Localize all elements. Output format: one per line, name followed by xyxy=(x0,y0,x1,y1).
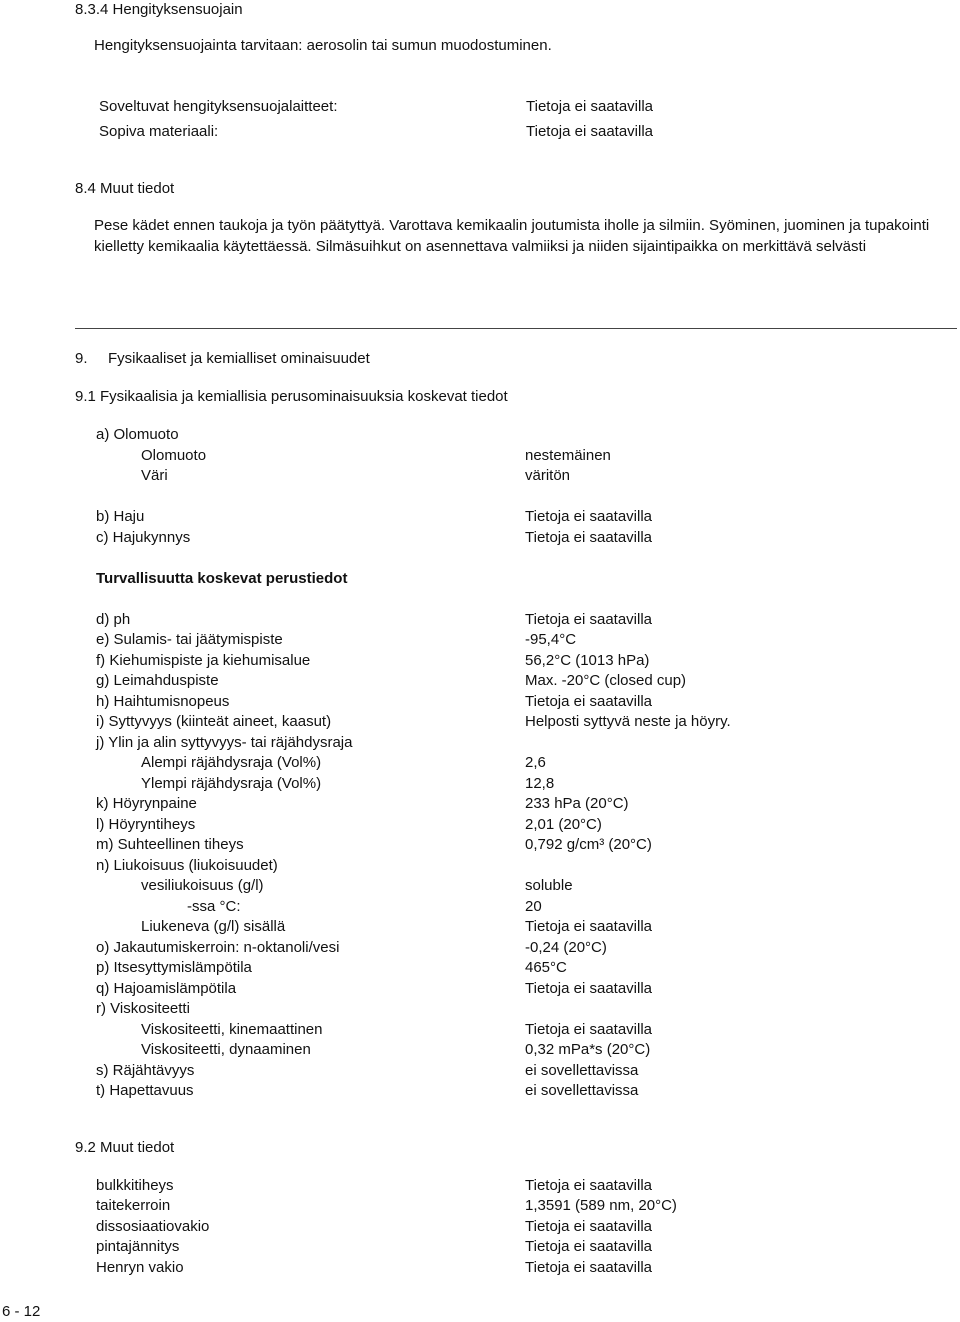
other-prop-label: pintajännitys xyxy=(96,1238,180,1255)
prop-label: m) Suhteellinen tiheys xyxy=(96,836,244,853)
prop-value: nestemäinen xyxy=(525,447,611,464)
prop-label: n) Liukoisuus (liukoisuudet) xyxy=(96,857,278,874)
prop-label: Liukeneva (g/l) sisällä xyxy=(141,918,286,935)
prop-label: Väri xyxy=(141,467,168,484)
prop-value: 0,792 g/cm³ (20°C) xyxy=(525,836,652,853)
prop-label: e) Sulamis- tai jäätymispiste xyxy=(96,631,283,648)
prop-label: l) Höyryntiheys xyxy=(96,816,196,833)
prop-value: 0,32 mPa*s (20°C) xyxy=(525,1041,651,1058)
other-prop-label: Henryn vakio xyxy=(96,1259,184,1276)
prop-label: i) Syttyvyys (kiinteät aineet, kaasut) xyxy=(96,713,332,730)
prop-value: 2,6 xyxy=(525,754,546,771)
prop-label: Viskositeetti, dynaaminen xyxy=(141,1041,311,1058)
prop-value: Tietoja ei saatavilla xyxy=(525,980,653,997)
page-number: 6 - 12 xyxy=(2,1303,41,1320)
prop-value: soluble xyxy=(525,877,573,894)
prop-value: Helposti syttyvä neste ja höyry. xyxy=(525,713,731,730)
respirator-requirement-text: Hengityksensuojainta tarvitaan: aerosolin tai sumun muodostuminen. xyxy=(94,37,552,54)
prop-label: f) Kiehumispiste ja kiehumisalue xyxy=(96,652,311,669)
other-prop-value: Tietoja ei saatavilla xyxy=(525,1177,653,1194)
section-8-4-text: Pese kädet ennen taukoja ja työn päätyttyä. Varottava kemikaalin joutumista iholle ja silmiin. Syöminen, juominen ja tupakointi kielletty kemikaalia käytettäessä. Silmäsuihkut on asennettava valmiiksi ja niiden sijaintipaikka on merkittävä selvästi xyxy=(94,217,930,255)
prop-value: ei sovellettavissa xyxy=(525,1082,639,1099)
prop-label: t) Hapettavuus xyxy=(96,1082,194,1099)
other-prop-value: 1,3591 (589 nm, 20°C) xyxy=(525,1197,677,1214)
prop-label: r) Viskositeetti xyxy=(96,1000,190,1017)
prop-value: ei sovellettavissa xyxy=(525,1062,639,1079)
prop-value: väritön xyxy=(525,467,571,484)
prop-value: 20 xyxy=(525,898,542,915)
respirator-material-label: Sopiva materiaali: xyxy=(99,123,219,140)
prop-label: k) Höyrynpaine xyxy=(96,795,197,812)
prop-value: Tietoja ei saatavilla xyxy=(525,508,653,525)
prop-value: 56,2°C (1013 hPa) xyxy=(525,652,650,669)
other-prop-value: Tietoja ei saatavilla xyxy=(525,1238,653,1255)
prop-label: p) Itsesyttymislämpötila xyxy=(96,959,252,976)
prop-value: -95,4°C xyxy=(525,631,577,648)
prop-value: Tietoja ei saatavilla xyxy=(525,529,653,546)
prop-label: o) Jakautumiskerroin: n-oktanoli/vesi xyxy=(96,939,340,956)
section-divider xyxy=(75,328,957,329)
respirator-devices-value: Tietoja ei saatavilla xyxy=(526,98,654,115)
prop-label: Alempi räjähdysraja (Vol%) xyxy=(141,754,322,771)
prop-label: b) Haju xyxy=(96,508,145,525)
prop-label: Ylempi räjähdysraja (Vol%) xyxy=(141,775,322,792)
prop-label: q) Hajoamislämpötila xyxy=(96,980,237,997)
prop-label: a) Olomuoto xyxy=(96,426,179,443)
other-prop-value: Tietoja ei saatavilla xyxy=(525,1259,653,1276)
prop-label: j) Ylin ja alin syttyvyys- tai räjähdysraja xyxy=(96,734,353,751)
section-9-number: 9. xyxy=(75,350,88,367)
prop-value: 12,8 xyxy=(525,775,555,792)
prop-value: Tietoja ei saatavilla xyxy=(525,918,653,935)
section-9-2-heading: 9.2 Muut tiedot xyxy=(75,1139,175,1156)
prop-label: s) Räjähtävyys xyxy=(96,1062,195,1079)
prop-value: Max. -20°C (closed cup) xyxy=(525,672,687,689)
section-8-3-4-heading: 8.3.4 Hengityksensuojain xyxy=(75,1,243,18)
respirator-material-value: Tietoja ei saatavilla xyxy=(526,123,654,140)
other-prop-label: bulkkitiheys xyxy=(96,1177,174,1194)
other-prop-label: taitekerroin xyxy=(96,1197,171,1214)
prop-label: g) Leimahduspiste xyxy=(96,672,219,689)
prop-label: h) Haihtumisnopeus xyxy=(96,693,230,710)
prop-label: vesiliukoisuus (g/l) xyxy=(141,877,264,894)
prop-label: Olomuoto xyxy=(141,447,207,464)
section-9-title: Fysikaaliset ja kemialliset ominaisuudet xyxy=(108,350,370,367)
prop-label: c) Hajukynnys xyxy=(96,529,191,546)
prop-value: Tietoja ei saatavilla xyxy=(525,693,653,710)
prop-value: Tietoja ei saatavilla xyxy=(525,611,653,628)
prop-value: 465°C xyxy=(525,959,567,976)
section-8-4-heading: 8.4 Muut tiedot xyxy=(75,180,175,197)
section-9-1-heading: 9.1 Fysikaalisia ja kemiallisia perusominaisuuksia koskevat tiedot xyxy=(75,388,508,405)
prop-value: 2,01 (20°C) xyxy=(525,816,602,833)
respirator-devices-label: Soveltuvat hengityksensuojalaitteet: xyxy=(99,98,338,115)
prop-label: -ssa °C: xyxy=(187,898,241,915)
safety-subheading: Turvallisuutta koskevat perustiedot xyxy=(96,570,348,587)
prop-label: Viskositeetti, kinemaattinen xyxy=(141,1021,323,1038)
prop-value: -0,24 (20°C) xyxy=(525,939,607,956)
prop-value: Tietoja ei saatavilla xyxy=(525,1021,653,1038)
other-prop-label: dissosiaatiovakio xyxy=(96,1218,210,1235)
prop-value: 233 hPa (20°C) xyxy=(525,795,629,812)
prop-label: d) ph xyxy=(96,611,131,628)
other-prop-value: Tietoja ei saatavilla xyxy=(525,1218,653,1235)
